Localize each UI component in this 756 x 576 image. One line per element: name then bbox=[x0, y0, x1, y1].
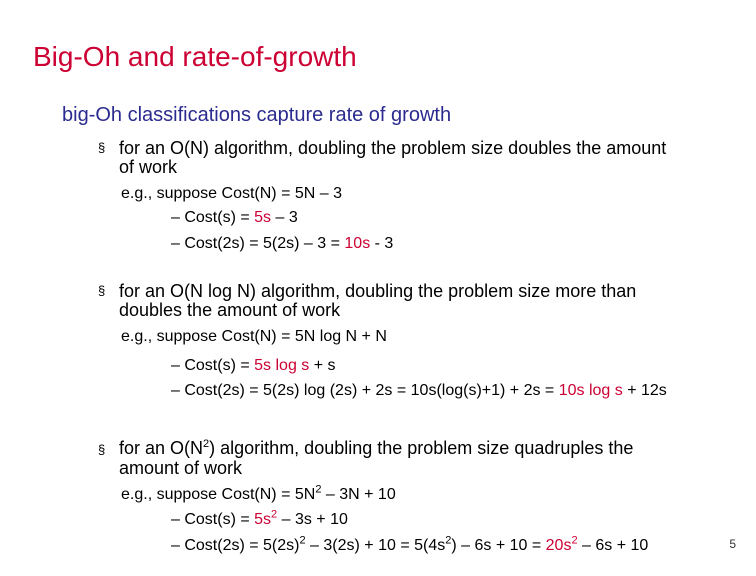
derivation-text: – 3 bbox=[271, 209, 298, 226]
derivation-text: – Cost(2s) = 5(2s) – 3 = bbox=[171, 235, 345, 252]
superscript: 2 bbox=[571, 534, 578, 547]
bullet-marker: § bbox=[98, 140, 106, 155]
superscript: 2 bbox=[271, 508, 278, 521]
derivation-text: + s bbox=[309, 357, 336, 374]
bullet-text-line bbox=[119, 438, 633, 458]
highlight-term: 20s bbox=[545, 537, 572, 554]
bullet-marker: § bbox=[98, 442, 106, 457]
highlight-term: 5s log s bbox=[254, 357, 310, 374]
slide-subtitle: big-Oh classifications capture rate of growth bbox=[62, 104, 452, 126]
superscript: 2 bbox=[315, 483, 322, 496]
derivation-line bbox=[171, 208, 298, 228]
derivation-text: ) – 6s + 10 = bbox=[451, 537, 546, 554]
highlight-term: 10s log s bbox=[558, 382, 623, 399]
highlight-term: 5s bbox=[254, 511, 272, 528]
example-line: e.g., suppose Cost(N) = 5N – 3 bbox=[121, 185, 342, 202]
bullet-text-line: of work bbox=[119, 157, 178, 177]
slide-title: Big-Oh and rate-of-growth bbox=[33, 41, 357, 72]
derivation-line bbox=[171, 356, 336, 376]
superscript: 2 bbox=[299, 534, 306, 547]
bullet-text: for an O(N bbox=[119, 438, 204, 458]
page-number: 5 bbox=[729, 537, 736, 551]
derivation-text: - 3 bbox=[370, 235, 394, 252]
derivation-text: – Cost(s) = bbox=[171, 209, 255, 226]
bullet-text-line: amount of work bbox=[119, 458, 243, 478]
example-line bbox=[121, 485, 396, 505]
derivation-text: – Cost(2s) = 5(2s) log (2s) + 2s = 10s(log(s)+1) + 2s = bbox=[171, 382, 559, 399]
bullet-marker: § bbox=[98, 283, 106, 298]
derivation-line bbox=[171, 536, 648, 556]
derivation-line bbox=[171, 510, 348, 530]
derivation-text: – Cost(s) = bbox=[171, 357, 255, 374]
derivation-line bbox=[171, 234, 393, 254]
example-text: e.g., suppose Cost(N) = 5N bbox=[121, 486, 316, 503]
derivation-text: – Cost(s) = bbox=[171, 511, 255, 528]
bullet-text-line: for an O(N) algorithm, doubling the problem size doubles the amount bbox=[119, 138, 667, 158]
highlight-term: 10s bbox=[344, 235, 371, 252]
highlight-term: 5s bbox=[254, 209, 272, 226]
derivation-text: – 3(2s) + 10 = 5(4s bbox=[305, 537, 446, 554]
derivation-text: – Cost(2s) = 5(2s) bbox=[171, 537, 300, 554]
bullet-text-line: doubles the amount of work bbox=[119, 300, 341, 320]
example-text: – 3N + 10 bbox=[321, 486, 396, 503]
derivation-text: – 6s + 10 bbox=[577, 537, 649, 554]
superscript: 2 bbox=[203, 438, 210, 450]
derivation-text: – 3s + 10 bbox=[277, 511, 348, 528]
bullet-text: ) algorithm, doubling the problem size quadruples the bbox=[209, 438, 634, 458]
superscript: 2 bbox=[445, 534, 452, 547]
derivation-text: + 12s bbox=[622, 382, 667, 399]
bullet-text-line: for an O(N log N) algorithm, doubling the problem size more than bbox=[119, 281, 637, 301]
example-line: e.g., suppose Cost(N) = 5N log N + N bbox=[121, 328, 387, 345]
derivation-line bbox=[171, 381, 667, 401]
